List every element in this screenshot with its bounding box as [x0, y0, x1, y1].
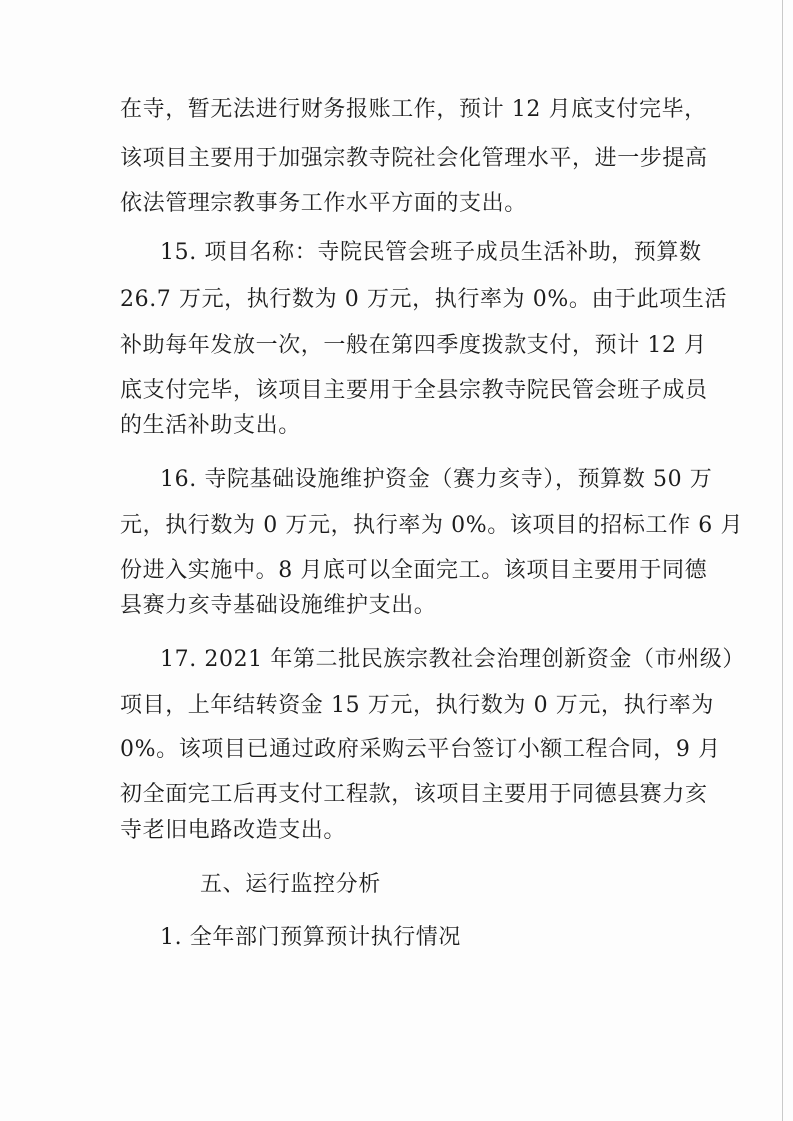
- paragraph-item-17-line: 初全面完工后再支付工程款，该项目主要用于同德县赛力亥: [120, 782, 708, 807]
- paragraph-item-17-line: 项目，上年结转资金 15 万元，执行数为 0 万元，执行率为: [120, 693, 714, 718]
- paragraph-continuation-line: 在寺，暂无法进行财务报账工作，预计 12 月底支付完毕，: [120, 97, 707, 122]
- subheading: 1. 全年部门预算预计执行情况: [160, 925, 461, 950]
- paragraph-item-17-line: 17. 2021 年第二批民族宗教社会治理创新资金（市州级）: [160, 647, 745, 672]
- section-heading: 五、运行监控分析: [200, 872, 381, 897]
- paragraph-item-15-line: 补助每年发放一次，一般在第四季度拨款支付，预计 12 月: [120, 333, 707, 358]
- paragraph-item-17-line: 0%。该项目已通过政府采购云平台签订小额工程合同，9 月: [120, 737, 721, 762]
- paragraph-item-16-line: 元，执行数为 0 万元，执行率为 0%。该项目的招标工作 6 月: [120, 513, 744, 538]
- paragraph-item-16-line: 16. 寺院基础设施维护资金（赛力亥寺），预算数 50 万: [160, 467, 713, 492]
- paragraph-item-16-line: 县赛力亥寺基础设施维护支出。: [120, 593, 437, 618]
- paragraph-item-15-line: 的生活补助支出。: [120, 413, 301, 438]
- paragraph-item-16-line: 份进入实施中。8 月底可以全面完工。该项目主要用于同德: [120, 558, 708, 583]
- paragraph-item-15-line: 15. 项目名称：寺院民管会班子成员生活补助，预算数: [160, 240, 702, 265]
- paragraph-continuation-line: 依法管理宗教事务工作水平方面的支出。: [120, 191, 527, 216]
- paragraph-item-15-line: 26.7 万元，执行数为 0 万元，执行率为 0%。由于此项生活: [120, 287, 728, 312]
- paragraph-continuation-line: 该项目主要用于加强宗教寺院社会化管理水平，进一步提高: [120, 146, 708, 171]
- scan-edge-line: [782, 0, 783, 1121]
- paragraph-item-17-line: 寺老旧电路改造支出。: [120, 818, 347, 843]
- paragraph-item-15-line: 底支付完毕，该项目主要用于全县宗教寺院民管会班子成员: [120, 378, 708, 403]
